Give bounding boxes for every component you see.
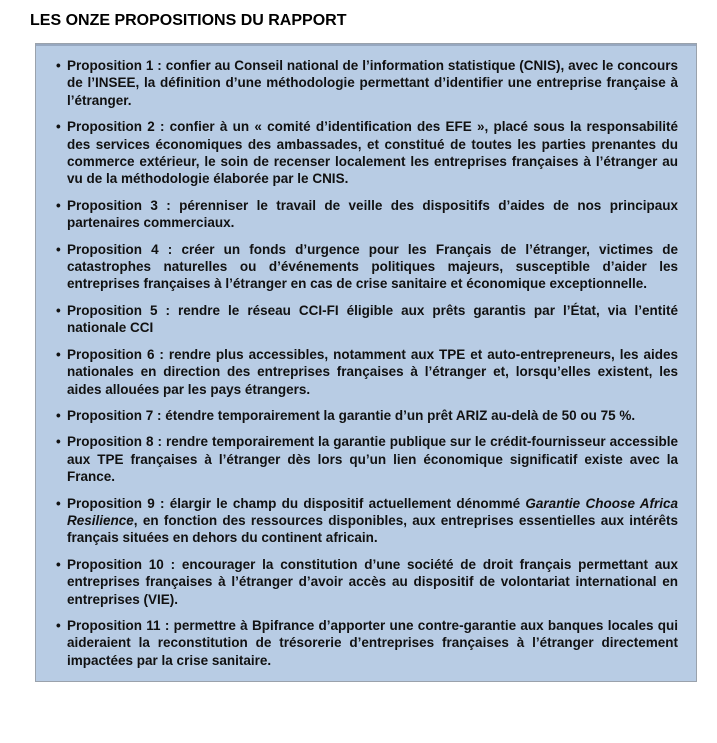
proposition-run: confier au Conseil national de l’information statistique (CNIS), avec le concours de l’INSEE, la définition d’une méthodologie permettant d’identifier une entreprise française à l’étranger. (67, 58, 678, 108)
proposition-run: confier à un « comité d’identification des EFE », placé sous la responsabilité des services économiques des ambassades, et constitué de toutes les parties prenantes du commerce extérieur, le soin de recenser localement les entreprises françaises à l’étranger au vu de la méthodologie élaborée par le CNIS. (67, 119, 678, 187)
proposition-label: Proposition 5 : (67, 302, 179, 318)
bullet-icon: • (56, 302, 61, 318)
proposition-label: Proposition 3 : (67, 197, 180, 213)
proposition-run: rendre plus accessibles, notamment aux TPE et auto-entrepreneurs, les aides nationales en direction des entreprises françaises à l’étranger et, lorsqu’elles existent, les aides allouées par les pays étrangers. (67, 346, 678, 397)
proposition-item (56, 495, 678, 547)
propositions-box (35, 43, 697, 682)
proposition-run: , en fonction des ressources disponibles, aux entreprises essentielles aux intérêts français situées en dehors du continent africain. (67, 512, 678, 546)
proposition-text (67, 407, 678, 424)
bullet-icon: • (56, 407, 61, 423)
proposition-label: Proposition 11 : (67, 617, 174, 633)
proposition-text (67, 197, 678, 232)
proposition-run: permettre à Bpifrance d’apporter une contre-garantie aux banques locales qui aideraient la reconstitution de trésorerie d’entreprises françaises à l’étranger directement impactées par la crise sanitaire. (67, 617, 678, 668)
proposition-text (67, 346, 678, 398)
proposition-run: pérenniser le travail de veille des dispositifs d’aides de nos principaux partenaires commerciaux. (67, 197, 678, 231)
proposition-label: Proposition 6 : (67, 346, 169, 362)
proposition-item (56, 407, 678, 424)
bullet-icon: • (56, 434, 61, 450)
proposition-item (56, 118, 678, 188)
proposition-text (67, 617, 678, 669)
bullet-icon: • (56, 346, 61, 362)
proposition-text (67, 556, 678, 608)
proposition-label: Proposition 10 : (67, 556, 182, 572)
bullet-icon: • (56, 119, 61, 135)
proposition-label: Proposition 7 : (67, 407, 166, 423)
proposition-label: Proposition 9 : (67, 495, 170, 511)
proposition-run: encourager la constitution d’une société de droit français permettant aux entreprises françaises à l’étranger d’avoir accès au dispositif de volontariat international en entreprises (VIE). (67, 556, 678, 607)
proposition-label: Proposition 2 : (67, 119, 170, 135)
proposition-run: créer un fonds d’urgence pour les Français de l’étranger, victimes de catastrophes naturelles ou d’événements politiques majeurs, susceptible d’aider les entreprises françaises à l’étranger en cas de crise sanitaire et économique exceptionnelle. (67, 241, 678, 292)
proposition-text (67, 57, 678, 109)
proposition-item (56, 617, 678, 669)
bullet-icon: • (56, 58, 61, 73)
bullet-icon: • (56, 617, 61, 633)
proposition-item (56, 57, 678, 109)
bullet-icon: • (56, 241, 61, 257)
proposition-item (56, 433, 678, 485)
proposition-label: Proposition 8 : (67, 434, 166, 450)
proposition-run: élargir le champ du dispositif actuellement dénommé (169, 495, 526, 511)
bullet-icon: • (56, 556, 61, 572)
proposition-run: rendre temporairement la garantie publique sur le crédit-fournisseur accessible aux TPE françaises à l’étranger dès lors qu’un lien économique significatif existe avec la France. (67, 434, 678, 485)
proposition-item (56, 346, 678, 398)
proposition-label: Proposition 4 : (67, 241, 182, 257)
proposition-run-italic: Garantie Choose Africa Resilience (67, 495, 678, 528)
proposition-item (56, 197, 678, 232)
proposition-item (56, 241, 678, 293)
bullet-icon: • (56, 495, 61, 511)
bullet-icon: • (56, 197, 61, 213)
proposition-text (67, 118, 678, 188)
propositions-list (56, 57, 678, 669)
proposition-text (67, 495, 678, 547)
proposition-label: Proposition 1 : (67, 58, 166, 73)
proposition-item (56, 556, 678, 608)
proposition-item (56, 302, 678, 337)
proposition-text (67, 241, 678, 293)
proposition-run: rendre le réseau CCI-FI éligible aux prêts garantis par l’État, via l’entité nationale CCI (67, 302, 678, 336)
proposition-text (67, 433, 678, 485)
proposition-run: étendre temporairement la garantie d’un prêt ARIZ au-delà de 50 ou 75 %. (165, 407, 636, 423)
proposition-text (67, 302, 678, 337)
page-title: LES ONZE PROPOSITIONS DU RAPPORT (30, 12, 347, 29)
